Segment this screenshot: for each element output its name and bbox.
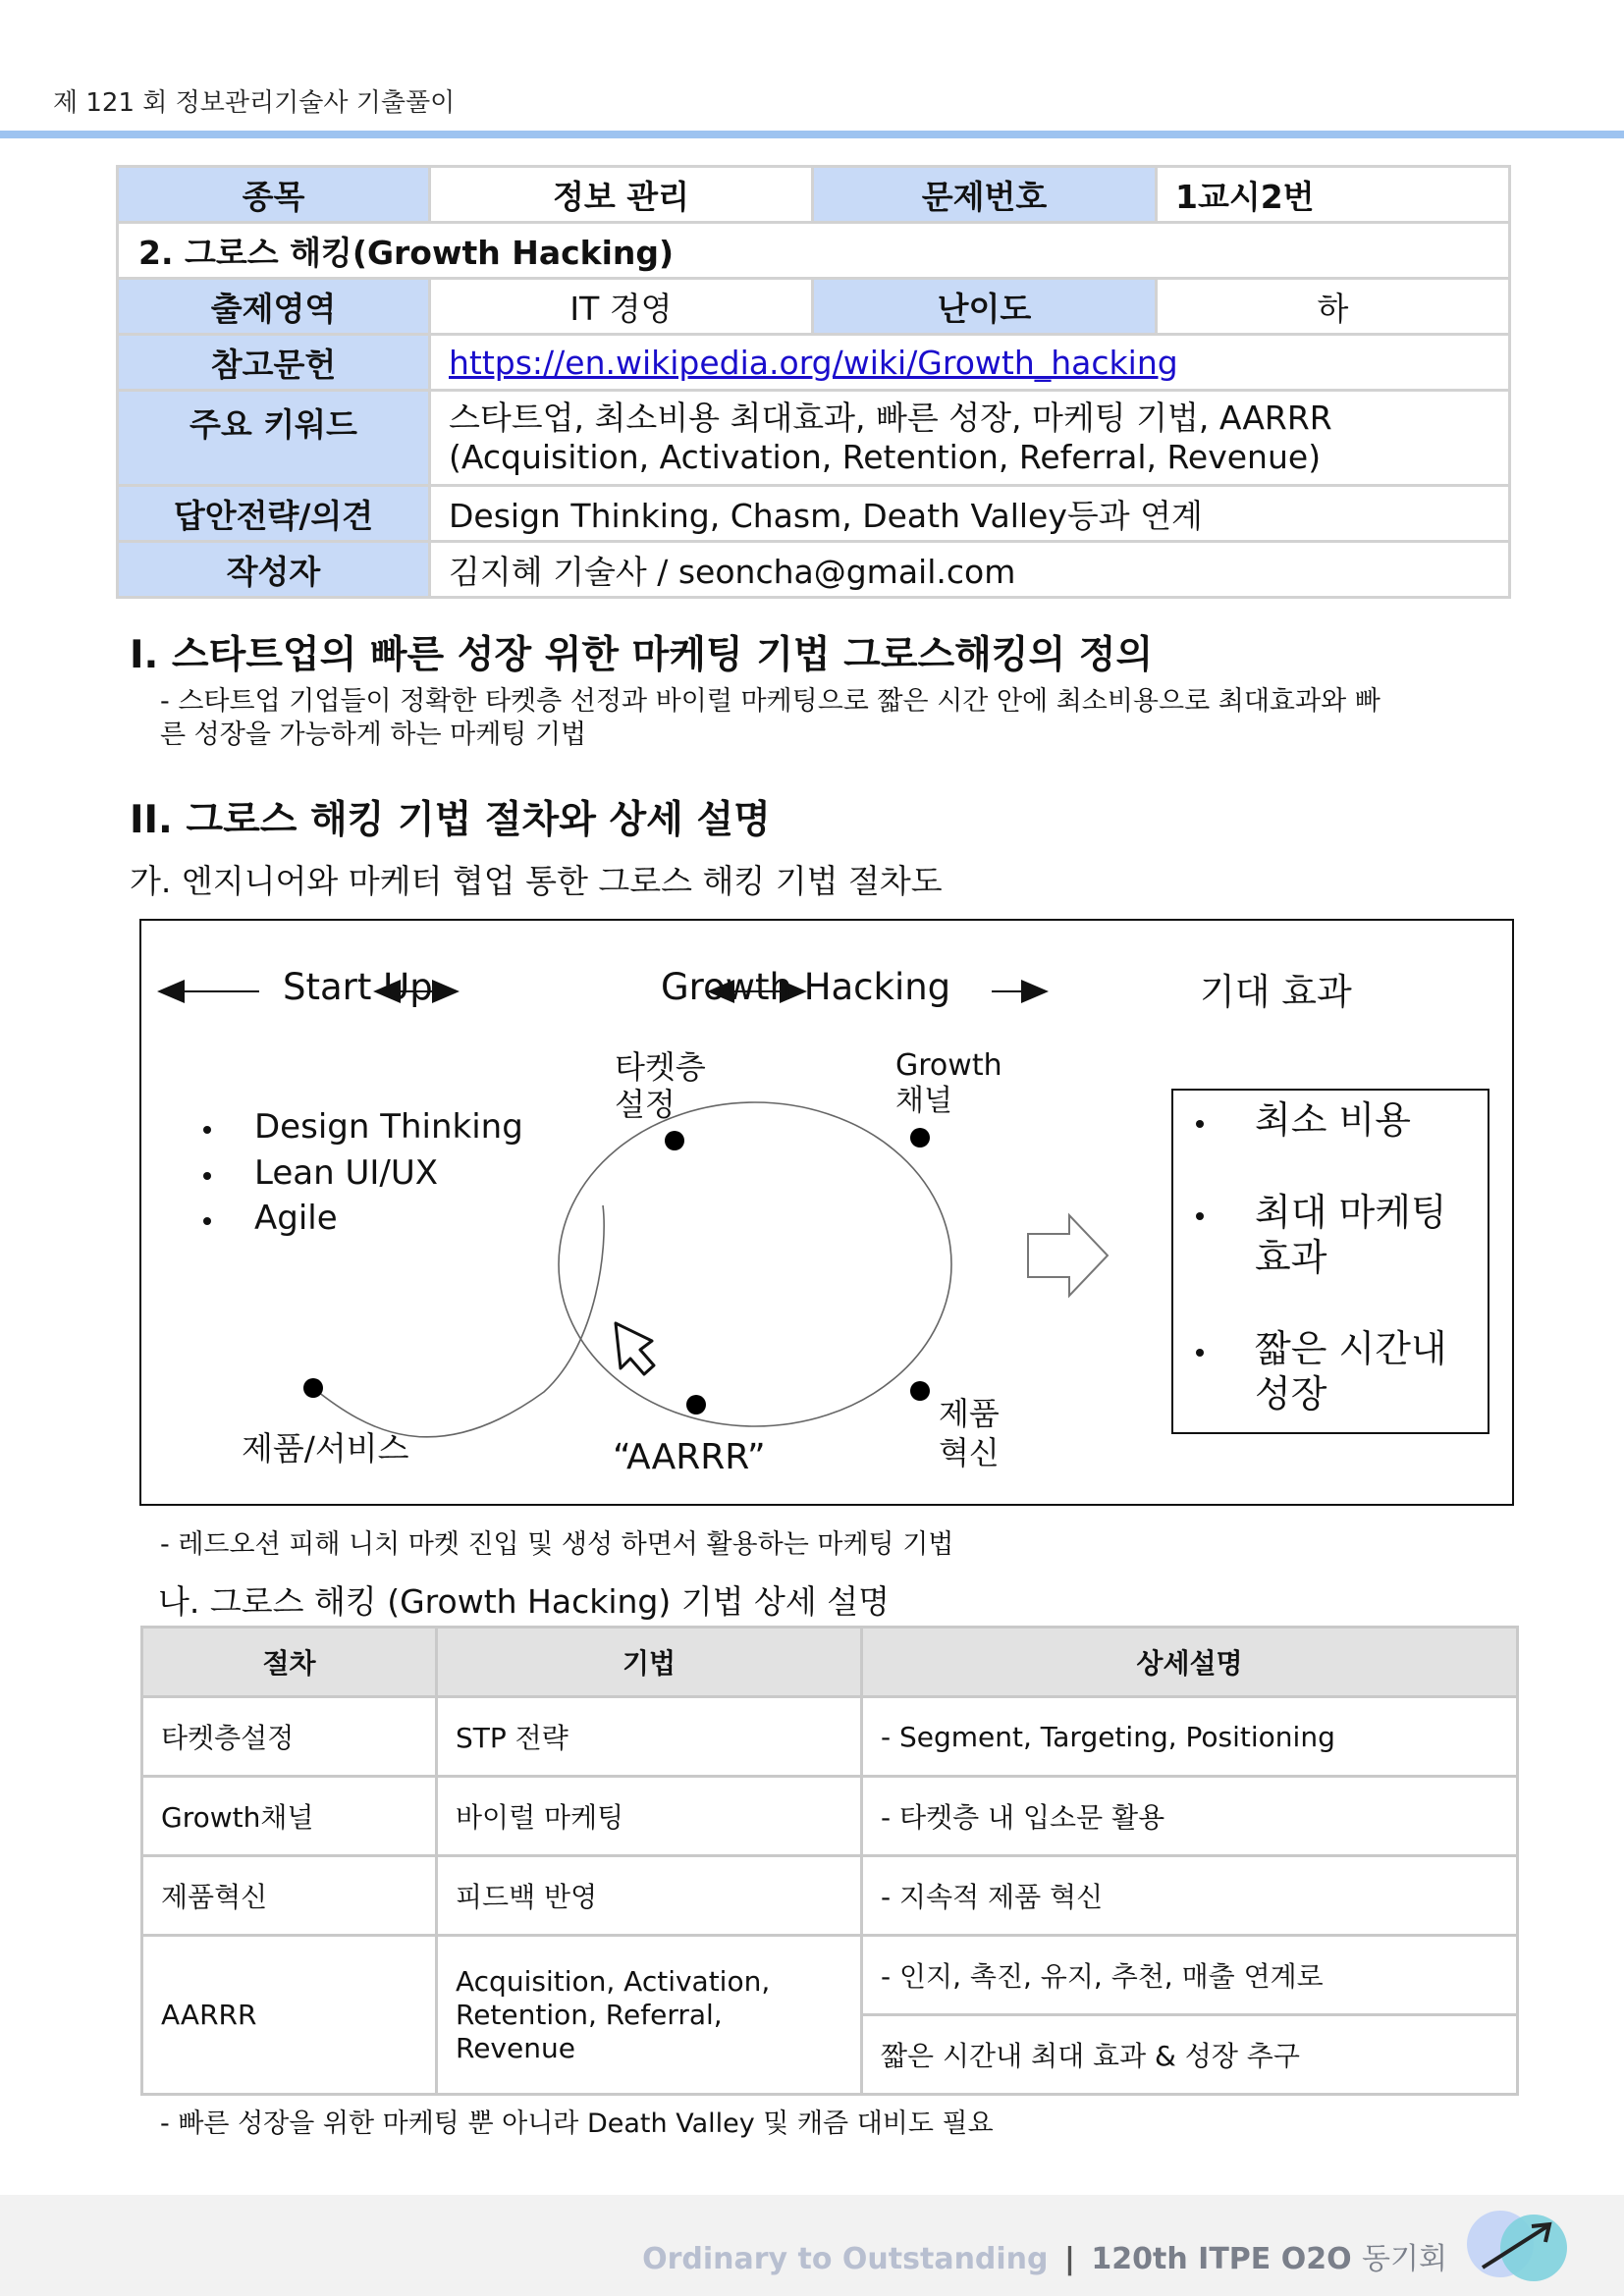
table-row: [142, 1697, 1518, 1777]
cell-step: Growth채널: [142, 1777, 437, 1856]
subject-label: 종목: [118, 167, 430, 223]
footer-group: 120th ITPE O2O: [1091, 2242, 1352, 2276]
cell-step-aarrr: AARRR: [142, 1936, 437, 2095]
keywords-line-2: (Acquisition, Activation, Retention, Referral, Revenue): [449, 438, 1322, 476]
table-row: [142, 1936, 1518, 2015]
phase-growth-hacking: Growth Hacking: [661, 966, 951, 1008]
block-arrow-icon: [1028, 1215, 1108, 1296]
keywords-label: 주요 키워드: [118, 391, 430, 486]
bullet-icon: [1196, 1349, 1204, 1357]
cell-step: 타켓층설정: [142, 1697, 437, 1777]
node-service-label: 제품/서비스: [242, 1429, 409, 1468]
o2o-logo-icon: [1463, 2207, 1581, 2285]
node-channel-dot: [910, 1128, 930, 1148]
col-header-method: 기법: [437, 1628, 862, 1697]
qno-label: 문제번호: [813, 167, 1157, 223]
qno-value: 1교시2번: [1157, 167, 1510, 223]
section-1-line-1: - 스타트업 기업들이 정확한 타켓층 선정과 바이럴 마케팅으로 짧은 시간 안에 최소비용으로 최대효과와 빠: [160, 686, 1380, 717]
note-a: - 레드오션 피해 니치 마켓 진입 및 생성 하면서 활용하는 마케팅 기법: [160, 1529, 954, 1560]
page-footer: [0, 2195, 1624, 2296]
bullet-icon: [1196, 1120, 1204, 1128]
cell-method: STP 전략: [437, 1697, 862, 1777]
effect-3-line-2: 성장: [1255, 1372, 1327, 1415]
table-row: [142, 1856, 1518, 1936]
bullet-icon: [203, 1172, 211, 1180]
aarrr-method-line-2: Retention, Referral, Revenue: [456, 1998, 723, 2064]
node-channel-line-1: Growth: [895, 1048, 1002, 1083]
effect-1-line-1: 최소 비용: [1255, 1098, 1411, 1142]
node-target-dot: [665, 1131, 684, 1150]
cell-desc-aarrr-2: 짧은 시간내 최대 효과 & 성장 추구: [862, 2015, 1518, 2095]
effect-3-line-1: 짧은 시간내: [1255, 1327, 1447, 1370]
growth-loop: [559, 1102, 951, 1426]
node-service-dot: [303, 1378, 323, 1398]
note-b: - 빠른 성장을 위한 마케팅 뿐 아니라 Death Valley 및 캐즘 대비도 필요: [160, 2109, 994, 2139]
strategy-label: 답안전략/의견: [118, 486, 430, 542]
aarrr-method-line-1: Acquisition, Activation,: [456, 1964, 771, 1998]
running-header: 제 121 회 정보관리기술사 기출풀이: [53, 88, 456, 118]
node-product-line-2: 혁신: [939, 1434, 1000, 1471]
node-product-dot: [910, 1381, 930, 1401]
author-value: 김지혜 기술사 / seoncha@gmail.com: [430, 542, 1510, 598]
subject-value: 정보 관리: [430, 167, 813, 223]
footer-slogan: Ordinary to Outstanding: [642, 2242, 1049, 2276]
difficulty-label: 난이도: [813, 279, 1157, 335]
bullet-icon: [203, 1217, 211, 1225]
node-product-line-1: 제품: [939, 1395, 1000, 1432]
effect-item-3: [1255, 1326, 1447, 1416]
col-header-desc: 상세설명: [862, 1628, 1518, 1697]
reference-label: 참고문헌: [118, 335, 430, 391]
section-2-heading: II. 그로스 해킹 기법 절차와 상세 설명: [130, 798, 771, 842]
left-item-2: Lean UI/UX: [254, 1153, 438, 1193]
footer-group-suffix: 동기회: [1362, 2242, 1447, 2276]
cell-method-aarrr: [437, 1936, 862, 2095]
subsection-b-title: 나. 그로스 해킹 (Growth Hacking) 기법 상세 설명: [158, 1582, 890, 1621]
area-value: IT 경영: [430, 279, 813, 335]
effect-2-line-1: 최대 마케팅: [1255, 1191, 1447, 1234]
cell-desc: - 타켓층 내 입소문 활용: [862, 1777, 1518, 1856]
node-target-line-2: 설정: [615, 1086, 676, 1123]
author-label: 작성자: [118, 542, 430, 598]
question-info-table: [116, 165, 1511, 599]
question-title: 2. 그로스 해킹(Growth Hacking): [118, 223, 1510, 279]
bullet-icon: [1196, 1212, 1204, 1220]
cell-method: 피드백 반영: [437, 1856, 862, 1936]
cursor-arrow-icon: [616, 1323, 654, 1374]
reference-link[interactable]: https://en.wikipedia.org/wiki/Growth_hacking: [449, 343, 1178, 382]
cell-desc: - Segment, Targeting, Positioning: [862, 1697, 1518, 1777]
effect-item-1: [1255, 1097, 1411, 1143]
left-item-1: Design Thinking: [254, 1107, 523, 1147]
phase-startup: Start Up: [283, 966, 433, 1008]
keywords-line-1: 스타트업, 최소비용 최대효과, 빠른 성장, 마케팅 기법, AARRR: [449, 399, 1332, 437]
node-target-line-1: 타켓층: [615, 1048, 706, 1086]
growth-hacking-diagram: [139, 919, 1514, 1506]
table-row: [142, 1777, 1518, 1856]
node-channel-label: [895, 1048, 1002, 1119]
header-divider: [0, 131, 1624, 138]
section-1-heading: I. 스타트업의 빠른 성장 위한 마케팅 기법 그로스해킹의 정의: [130, 633, 1154, 677]
cell-desc: - 지속적 제품 혁신: [862, 1856, 1518, 1936]
footer-separator: |: [1063, 2242, 1075, 2276]
node-aarrr-dot: [686, 1395, 706, 1415]
cell-desc-aarrr-1: - 인지, 촉진, 유지, 추천, 매출 연계로: [862, 1936, 1518, 2015]
effect-item-2: [1255, 1190, 1447, 1280]
area-label: 출제영역: [118, 279, 430, 335]
node-aarrr-label: “AARRR”: [613, 1437, 766, 1477]
technique-detail-table: [140, 1626, 1519, 2096]
cell-method: 바이럴 마케팅: [437, 1777, 862, 1856]
node-channel-line-2: 채널: [895, 1084, 952, 1118]
phase-expected-effect: 기대 효과: [1200, 971, 1352, 1013]
difficulty-value: 하: [1157, 279, 1510, 335]
strategy-value: Design Thinking, Chasm, Death Valley등과 연계: [430, 486, 1510, 542]
section-1-line-2: 른 성장을 가능하게 하는 마케팅 기법: [160, 720, 587, 750]
node-target-label: [615, 1048, 706, 1123]
effect-2-line-2: 효과: [1255, 1236, 1327, 1279]
bullet-icon: [203, 1126, 211, 1134]
subsection-a-title: 가. 엔지니어와 마케터 협업 통한 그로스 해킹 기법 절차도: [130, 862, 943, 900]
col-header-step: 절차: [142, 1628, 437, 1697]
node-product-label: [939, 1394, 1000, 1472]
cell-step: 제품혁신: [142, 1856, 437, 1936]
left-item-3: Agile: [254, 1199, 338, 1238]
